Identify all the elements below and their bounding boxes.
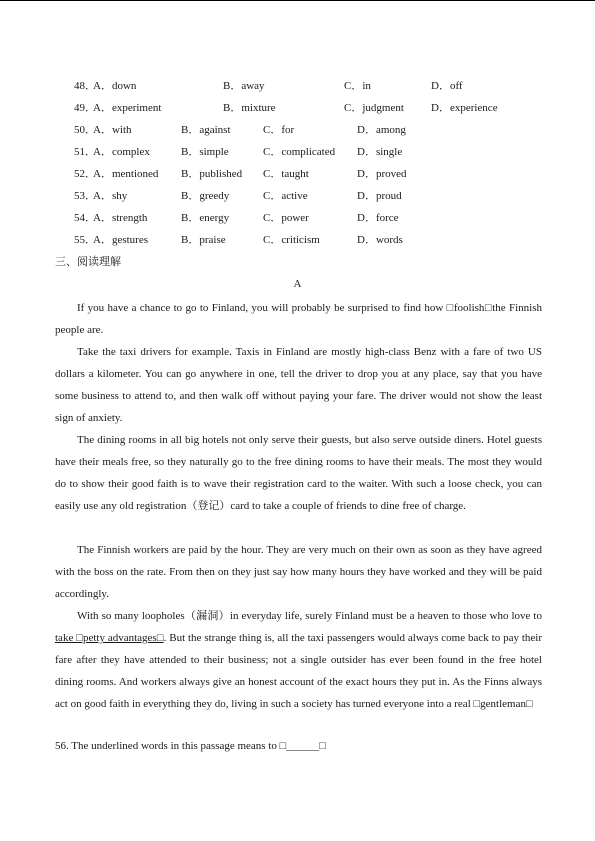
passage-title: A [293,278,302,290]
option-d: D．single [357,146,403,158]
option-d: D．proud [357,190,402,202]
option-b: B．against [181,124,231,136]
question-number: 49． [74,102,96,114]
option-b: B．greedy [181,190,230,202]
option-c: C．in [344,80,371,92]
option-a: A．gestures [93,234,148,246]
paragraph-5-text: With so many loopholes（漏洞）in everyday life, surely Finland must be a heaven to those who love to [77,610,542,622]
option-b: B．energy [181,212,230,224]
paragraph-3: The dining rooms in all big hotels not only serve their guests, but also serve outside diners. Hotel guests have their meals free, so they naturally go to the free dining rooms to have their meals. The most they would do to show their good faith is to wave their registration card to the waiter. With such a loose check, you can easily use any old registration（登记）card to take a couple of friends to dine free of charge. [55,434,542,512]
question-number: 50． [74,124,96,136]
option-a: A．down [93,80,137,92]
paragraph-4: The Finnish workers are paid by the hour. They are very much on their own as soon as they have agreed with the boss on the rate. From then on they just say how many hours they have worked and they will be paid accordingly. [55,544,542,600]
option-d: D．force [357,212,399,224]
question-number: 48． [74,80,96,92]
option-d: D．proved [357,168,407,180]
option-a: A．shy [93,190,128,202]
question-number: 52． [74,168,96,180]
option-d: D．off [431,80,463,92]
page-top-rule [0,0,595,1]
paragraph-5-text-rest: . But the strange thing is, all the taxi passengers would always come back to pay their fare after they have attended to their business; not a single outsider has ever been found in the free hotel dining rooms. And workers always give an honest account of the exact hours they put in. As the Finns always act on good faith in everything they do, living in such a society has turned everyone into a real □gentleman□ [55,632,542,710]
paragraph-2: Take the taxi drivers for example. Taxis in Finland are mostly high-class Benz with a fare of two US dollars a kilometer. You can go anywhere in one, tell the driver to drop you at any place, say that you have some business to attend to, and then walk off without paying your fare. The driver would not show the least sign of anxiety. [55,346,542,424]
option-d: D．words [357,234,403,246]
section-heading: 三、阅读理解 [55,256,121,268]
option-c: C．taught [263,168,309,180]
option-b: B．mixture [223,102,276,114]
option-a: A．strength [93,212,148,224]
option-c: C．power [263,212,309,224]
option-a: A．mentioned [93,168,159,180]
option-a: A．with [93,124,132,136]
underlined-phrase: take □petty advantages□ [55,632,164,644]
option-d: D．experience [431,102,498,114]
paragraph-5 [55,605,542,715]
question-number: 55． [74,234,96,246]
option-c: C．for [263,124,295,136]
question-number: 54． [74,212,96,224]
question-56: 56. The underlined words in this passage means to □______□ [55,740,326,752]
option-b: B．away [223,80,265,92]
option-d: D．among [357,124,406,136]
option-a: A．complex [93,146,150,158]
paragraph-1: If you have a chance to go to Finland, you will probably be surprised to find how □foolish□the Finnish people are. [55,302,542,336]
question-number: 53． [74,190,96,202]
option-c: C．active [263,190,308,202]
option-c: C．criticism [263,234,320,246]
option-c: C．judgment [344,102,404,114]
option-c: C．complicated [263,146,336,158]
option-b: B．praise [181,234,226,246]
option-b: B．published [181,168,243,180]
option-a: A．experiment [93,102,162,114]
option-b: B．simple [181,146,229,158]
question-number: 51． [74,146,96,158]
